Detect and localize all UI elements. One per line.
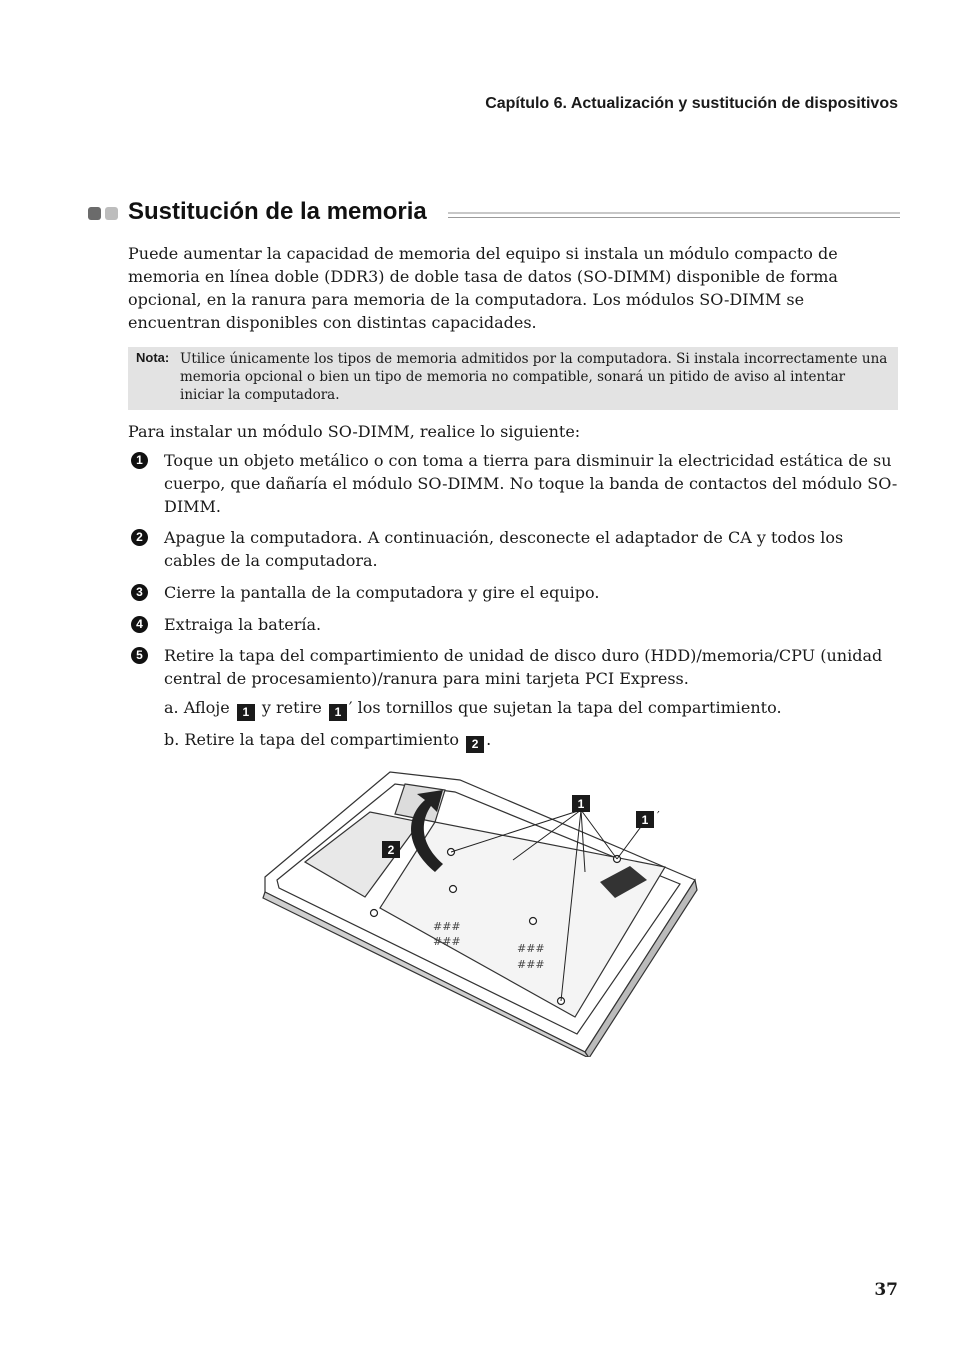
substep-a-suffix: ′ los tornillos que sujetan la tapa del compartimiento. xyxy=(348,698,782,717)
svg-text:2: 2 xyxy=(387,843,395,857)
light-square-icon xyxy=(105,207,118,220)
substep-a-prefix: a. Afloje xyxy=(164,698,230,717)
callout-badge: 1 xyxy=(329,704,347,721)
svg-text:###: ### xyxy=(433,935,461,948)
section-bullet-icon xyxy=(88,207,122,223)
step-number: 4 xyxy=(131,616,148,633)
step-number: 3 xyxy=(131,584,148,601)
step-text: Retire la tapa del compartimiento de unidad de disco duro (HDD)/memoria/CPU (unidad central de procesamiento)/ranura para mini tarjeta PCI Express. xyxy=(164,646,883,688)
note-box xyxy=(128,347,898,410)
intro-paragraph: Puede aumentar la capacidad de memoria del equipo si instala un módulo compacto de memoria en línea doble (DDR3) de doble tasa de datos (SO-DIMM) disponible de forma opcional, en la ranura para memoria de la computadora. Los módulos SO-DIMM se encuentran disponibles con distintas capacidades. xyxy=(128,244,838,332)
instructions-lead: Para instalar un módulo SO-DIMM, realice lo siguiente: xyxy=(128,422,581,441)
svg-text:1: 1 xyxy=(577,797,585,811)
svg-text:###: ### xyxy=(517,942,545,955)
step-number: 2 xyxy=(131,529,148,546)
step-text: Apague la computadora. A continuación, desconecte el adaptador de CA y todos los cables de la computadora. xyxy=(164,528,844,570)
chapter-header: Capítulo 6. Actualización y sustitución de dispositivos xyxy=(485,95,898,112)
callout-badge: 1 xyxy=(237,704,255,721)
note-label: Nota: xyxy=(136,350,170,365)
svg-text:′: ′ xyxy=(657,809,660,823)
substep-b-suffix: . xyxy=(486,730,492,749)
laptop-bottom-illustration xyxy=(255,762,705,1057)
step-number: 1 xyxy=(131,452,148,469)
callout-2 xyxy=(382,841,400,858)
substep-a xyxy=(164,696,782,721)
substep-b-prefix: b. Retire la tapa del compartimiento xyxy=(164,730,460,749)
callout-badge: 2 xyxy=(466,736,484,753)
substep-a-middle: y retire xyxy=(261,698,322,717)
dark-square-icon xyxy=(88,207,101,220)
svg-text:###: ### xyxy=(517,958,545,971)
note-text: Utilice únicamente los tipos de memoria admitidos por la computadora. Si instala incorrectamente una memoria opcional o bien un tipo de memoria no compatible, sonará un pitido de aviso al intentar iniciar la computadora. xyxy=(180,351,888,403)
step-text: Toque un objeto metálico o con toma a tierra para disminuir la electricidad estática de su cuerpo, que dañaría el módulo SO-DIMM. No toque la banda de contactos del módulo SO-DIMM. xyxy=(164,451,898,516)
svg-text:###: ### xyxy=(433,920,461,933)
section-title: Sustitución de la memoria xyxy=(128,198,427,225)
svg-text:1: 1 xyxy=(641,813,649,827)
step-text: Extraiga la batería. xyxy=(164,615,322,634)
substep-b xyxy=(164,728,491,753)
page-number: 37 xyxy=(874,1280,898,1300)
section-rule xyxy=(448,212,900,218)
step-number: 5 xyxy=(131,647,148,664)
callout-1-prime xyxy=(636,809,660,828)
callout-1 xyxy=(572,795,590,812)
step-text: Cierre la pantalla de la computadora y gire el equipo. xyxy=(164,583,600,602)
